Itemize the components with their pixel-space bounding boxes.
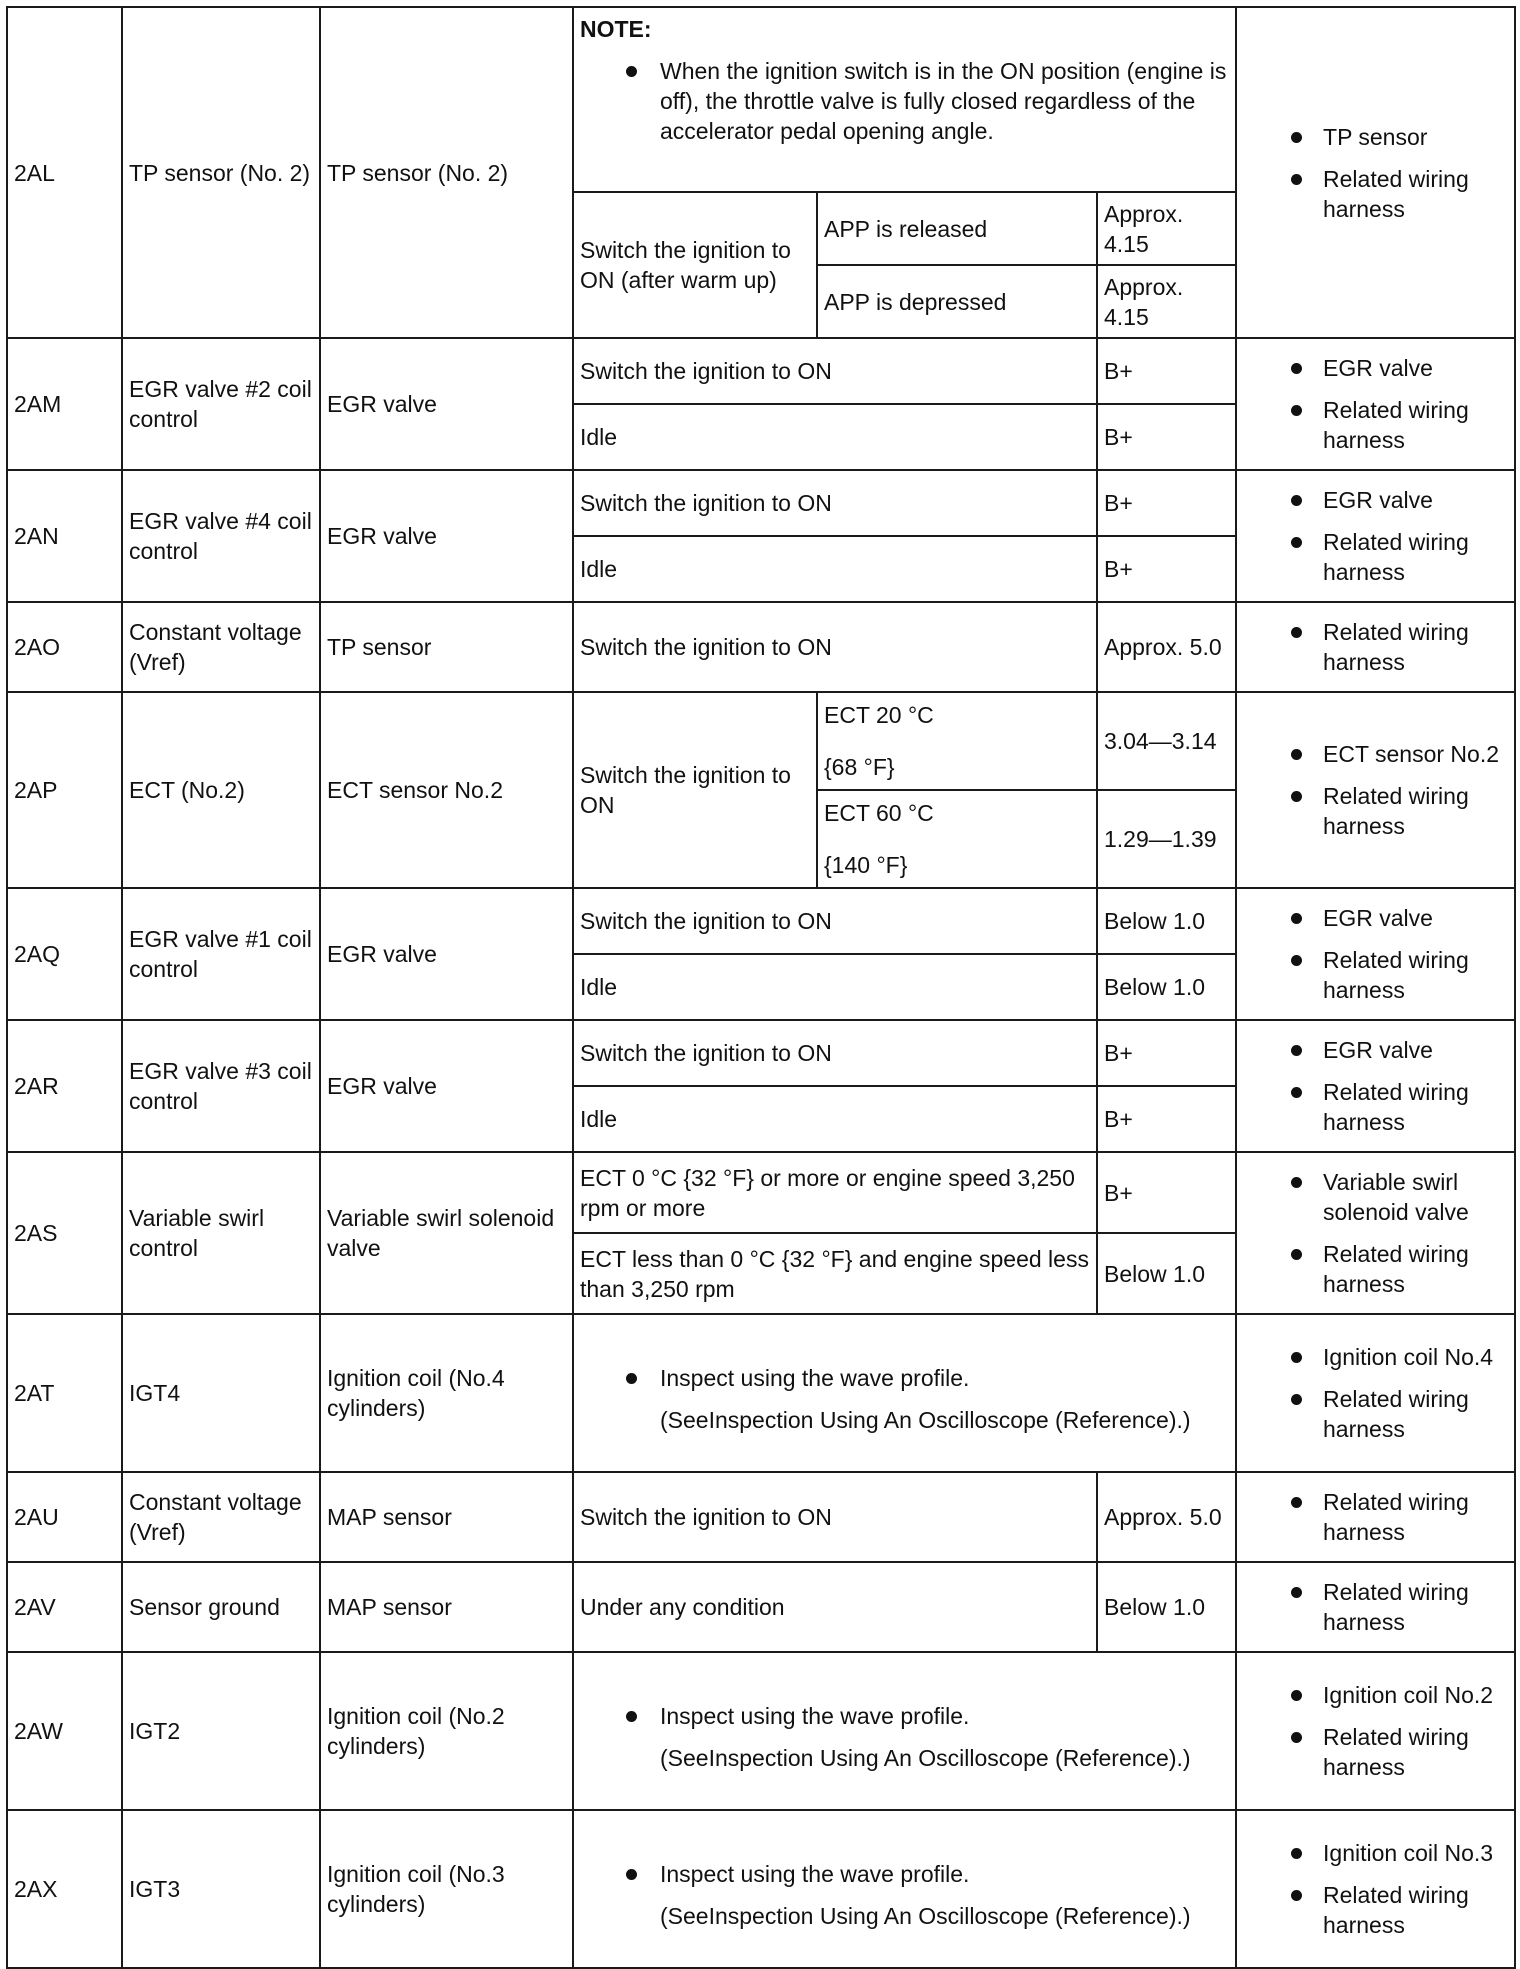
signal-cell: IGT2: [122, 1652, 320, 1810]
connected-to-cell: Variable swirl solenoid valve: [320, 1152, 573, 1314]
voltage-cell: B+: [1097, 1152, 1236, 1233]
cause-item: Ignition coil No.2: [1243, 1680, 1508, 1710]
table-row: [7, 338, 1515, 404]
causes-cell: [1236, 7, 1515, 338]
connected-to-cell: ECT sensor No.2: [320, 692, 573, 888]
terminal-cell: 2AL: [7, 7, 122, 338]
inspect-cell: [573, 1652, 1236, 1810]
condition-cell: Switch the ignition to ON: [573, 1020, 1097, 1086]
table-row: [7, 7, 1515, 192]
connected-to-cell: EGR valve: [320, 470, 573, 602]
terminal-cell: 2AU: [7, 1472, 122, 1562]
connected-to-cell: MAP sensor: [320, 1472, 573, 1562]
cause-item: Related wiring harness: [1243, 945, 1508, 1005]
sub-condition-cell: APP is released: [817, 192, 1097, 265]
cause-item: Related wiring harness: [1243, 1239, 1508, 1299]
sub-condition-temp-f: {140 °F}: [824, 852, 908, 878]
voltage-cell: Below 1.0: [1097, 954, 1236, 1020]
condition-cell: Idle: [573, 954, 1097, 1020]
voltage-cell: Approx. 4.15: [1097, 192, 1236, 265]
connected-to-cell: MAP sensor: [320, 1562, 573, 1652]
table-row: [7, 1562, 1515, 1652]
causes-cell: [1236, 602, 1515, 692]
connected-to-cell: Ignition coil (No.3 cylinders): [320, 1810, 573, 1968]
connected-to-cell: EGR valve: [320, 888, 573, 1020]
condition-cell: ECT less than 0 °C {32 °F} and engine speed less than 3,250 rpm: [573, 1233, 1097, 1314]
condition-cell: Idle: [573, 404, 1097, 470]
sub-condition-temp-f: {68 °F}: [824, 754, 895, 780]
cause-item: Related wiring harness: [1243, 781, 1508, 841]
cause-item: EGR valve: [1243, 1035, 1508, 1065]
terminal-voltage-table: [6, 6, 1516, 1969]
sub-condition-temp: ECT 20 °C: [824, 702, 934, 728]
cause-item: Ignition coil No.3: [1243, 1838, 1508, 1868]
signal-cell: EGR valve #1 coil control: [122, 888, 320, 1020]
condition-cell: Switch the ignition to ON: [573, 602, 1097, 692]
terminal-cell: 2AW: [7, 1652, 122, 1810]
cause-item: Variable swirl solenoid valve: [1243, 1167, 1508, 1227]
causes-cell: [1236, 1652, 1515, 1810]
voltage-cell: B+: [1097, 1020, 1236, 1086]
reference-link[interactable]: (SeeInspection Using An Oscilloscope (Reference).): [660, 1745, 1191, 1771]
signal-cell: EGR valve #2 coil control: [122, 338, 320, 470]
cause-item: ECT sensor No.2: [1243, 739, 1508, 769]
voltage-cell: Below 1.0: [1097, 1233, 1236, 1314]
terminal-cell: 2AM: [7, 338, 122, 470]
note-title: NOTE:: [580, 16, 652, 42]
causes-cell: [1236, 1020, 1515, 1152]
causes-cell: [1236, 1472, 1515, 1562]
voltage-cell: Below 1.0: [1097, 888, 1236, 954]
cause-item: Related wiring harness: [1243, 1880, 1508, 1940]
inspect-text: Inspect using the wave profile.: [580, 1701, 1229, 1731]
voltage-cell: B+: [1097, 338, 1236, 404]
table-row: [7, 1020, 1515, 1086]
voltage-cell: Approx. 5.0: [1097, 602, 1236, 692]
cause-item: Related wiring harness: [1243, 1384, 1508, 1444]
sub-condition-cell: [817, 790, 1097, 888]
reference-link[interactable]: (SeeInspection Using An Oscilloscope (Reference).): [660, 1407, 1191, 1433]
cause-item: Ignition coil No.4: [1243, 1342, 1508, 1372]
sub-condition-cell: [817, 692, 1097, 790]
connected-to-cell: TP sensor (No. 2): [320, 7, 573, 338]
cause-item: Related wiring harness: [1243, 1077, 1508, 1137]
connected-to-cell: TP sensor: [320, 602, 573, 692]
voltage-cell: B+: [1097, 1086, 1236, 1152]
inspect-text: Inspect using the wave profile.: [580, 1363, 1229, 1393]
condition-cell: Switch the ignition to ON: [573, 470, 1097, 536]
cause-item: Related wiring harness: [1243, 1722, 1508, 1782]
sub-condition-temp: ECT 60 °C: [824, 800, 934, 826]
table-row: [7, 1652, 1515, 1810]
condition-cell: Idle: [573, 1086, 1097, 1152]
signal-cell: Variable swirl control: [122, 1152, 320, 1314]
causes-cell: [1236, 1152, 1515, 1314]
terminal-cell: 2AP: [7, 692, 122, 888]
note-text: When the ignition switch is in the ON position (engine is off), the throttle valve is fully closed regardless of the accelerator pedal opening angle.: [580, 56, 1229, 146]
voltage-cell: 1.29—1.39: [1097, 790, 1236, 888]
voltage-cell: B+: [1097, 404, 1236, 470]
signal-cell: IGT3: [122, 1810, 320, 1968]
voltage-cell: B+: [1097, 536, 1236, 602]
signal-cell: Sensor ground: [122, 1562, 320, 1652]
terminal-cell: 2AV: [7, 1562, 122, 1652]
causes-cell: [1236, 1562, 1515, 1652]
table-row: [7, 692, 1515, 790]
signal-cell: EGR valve #4 coil control: [122, 470, 320, 602]
cause-item: Related wiring harness: [1243, 1487, 1508, 1547]
cause-item: Related wiring harness: [1243, 1577, 1508, 1637]
signal-cell: IGT4: [122, 1314, 320, 1472]
note-cell: [573, 7, 1236, 192]
inspect-cell: [573, 1810, 1236, 1968]
reference-link[interactable]: (SeeInspection Using An Oscilloscope (Reference).): [660, 1903, 1191, 1929]
connected-to-cell: Ignition coil (No.2 cylinders): [320, 1652, 573, 1810]
terminal-cell: 2AQ: [7, 888, 122, 1020]
causes-cell: [1236, 1810, 1515, 1968]
connected-to-cell: EGR valve: [320, 338, 573, 470]
table-row: [7, 1152, 1515, 1233]
voltage-cell: Below 1.0: [1097, 1562, 1236, 1652]
cause-item: Related wiring harness: [1243, 164, 1508, 224]
terminal-cell: 2AX: [7, 1810, 122, 1968]
causes-cell: [1236, 470, 1515, 602]
signal-cell: TP sensor (No. 2): [122, 7, 320, 338]
cause-item: EGR valve: [1243, 353, 1508, 383]
cause-item: TP sensor: [1243, 122, 1508, 152]
condition-cell: ECT 0 °C {32 °F} or more or engine speed 3,250 rpm or more: [573, 1152, 1097, 1233]
signal-cell: Constant voltage (Vref): [122, 602, 320, 692]
causes-cell: [1236, 338, 1515, 470]
signal-cell: ECT (No.2): [122, 692, 320, 888]
cause-item: EGR valve: [1243, 485, 1508, 515]
voltage-cell: 3.04—3.14: [1097, 692, 1236, 790]
causes-cell: [1236, 888, 1515, 1020]
voltage-cell: Approx. 5.0: [1097, 1472, 1236, 1562]
signal-cell: Constant voltage (Vref): [122, 1472, 320, 1562]
causes-cell: [1236, 692, 1515, 888]
connected-to-cell: EGR valve: [320, 1020, 573, 1152]
table-row: [7, 470, 1515, 536]
condition-cell: Switch the ignition to ON: [573, 338, 1097, 404]
condition-cell: Switch the ignition to ON: [573, 1472, 1097, 1562]
causes-cell: [1236, 1314, 1515, 1472]
connected-to-cell: Ignition coil (No.4 cylinders): [320, 1314, 573, 1472]
terminal-cell: 2AS: [7, 1152, 122, 1314]
table-row: [7, 1472, 1515, 1562]
table-row: [7, 1314, 1515, 1472]
inspect-cell: [573, 1314, 1236, 1472]
condition-cell: Switch the ignition to ON (after warm up): [573, 192, 817, 338]
terminal-cell: 2AR: [7, 1020, 122, 1152]
terminal-cell: 2AN: [7, 470, 122, 602]
condition-cell: Under any condition: [573, 1562, 1097, 1652]
sub-condition-cell: APP is depressed: [817, 265, 1097, 338]
table-row: [7, 602, 1515, 692]
signal-cell: EGR valve #3 coil control: [122, 1020, 320, 1152]
cause-item: Related wiring harness: [1243, 617, 1508, 677]
condition-cell: Idle: [573, 536, 1097, 602]
cause-item: EGR valve: [1243, 903, 1508, 933]
voltage-cell: B+: [1097, 470, 1236, 536]
terminal-cell: 2AO: [7, 602, 122, 692]
condition-cell: Switch the ignition to ON: [573, 692, 817, 888]
table-row: [7, 1810, 1515, 1968]
terminal-cell: 2AT: [7, 1314, 122, 1472]
cause-item: Related wiring harness: [1243, 527, 1508, 587]
inspect-text: Inspect using the wave profile.: [580, 1859, 1229, 1889]
condition-cell: Switch the ignition to ON: [573, 888, 1097, 954]
cause-item: Related wiring harness: [1243, 395, 1508, 455]
voltage-cell: Approx. 4.15: [1097, 265, 1236, 338]
table-row: [7, 888, 1515, 954]
